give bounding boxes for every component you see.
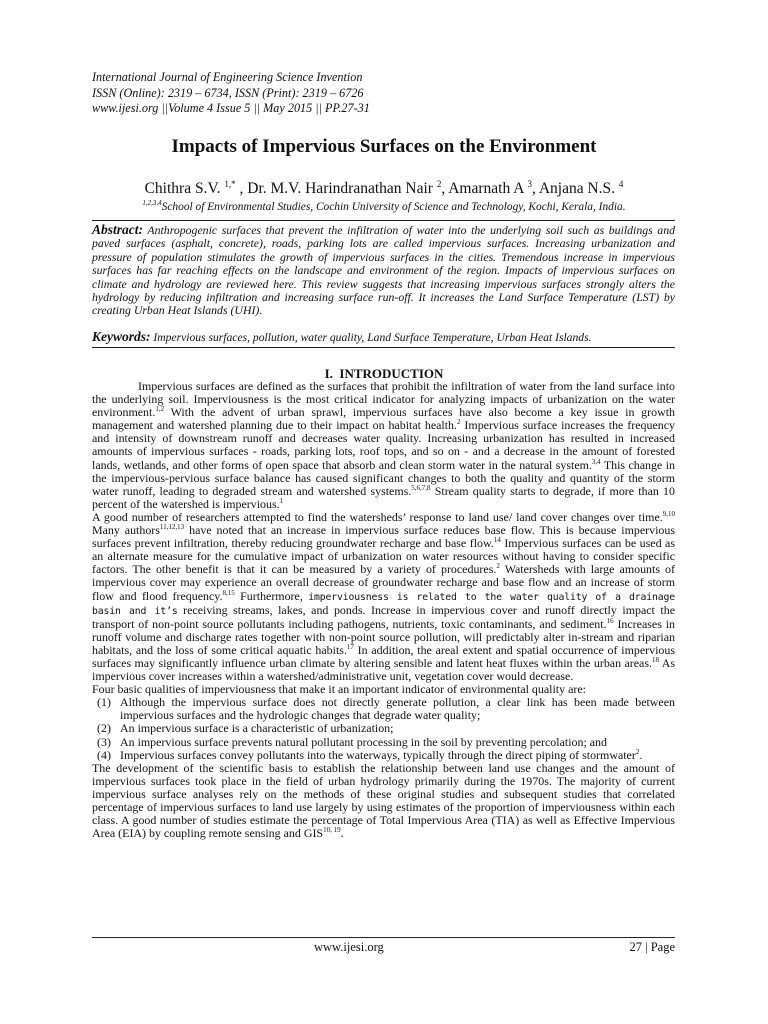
affiliation-markers: 1,2,3,4 xyxy=(142,199,162,207)
journal-issn: ISSN (Online): 2319 – 6734, ISSN (Print): 2319 – 6726 xyxy=(92,85,364,100)
citation-marker: 1 xyxy=(279,496,284,505)
citation-marker: 5,6,7,8 xyxy=(411,483,431,492)
citation-marker: 2 xyxy=(635,747,640,756)
list-item xyxy=(92,749,675,762)
text-run: imperviousness is related to the water quality of a drainage basin and it’s xyxy=(92,591,675,617)
citation-marker: 9,10 xyxy=(662,509,675,518)
author-separator: , xyxy=(441,180,449,198)
paragraph xyxy=(92,380,675,511)
citation-marker: 11,12,13 xyxy=(159,523,185,532)
text-run: Impervious surfaces are defined as the surfaces that prohibit the infiltration of water from the land surface into the underlying soil. Imperviousness is the most critical indicator for analyzing impacts of urbanization on the water environment. xyxy=(92,379,675,420)
list-item xyxy=(92,696,675,722)
text-run: Although the impervious surface does not directly generate pollution, a clear link has been made between impervious surfaces and the hydrologic changes that degrade water quality; xyxy=(120,695,675,723)
author-affiliation-marker: 2 xyxy=(436,179,442,189)
text-run: An impervious surface prevents natural pollutant processing in the soil by preventing percolation; and xyxy=(120,734,607,749)
list-number: (3) xyxy=(97,734,111,749)
section-title: INTRODUCTION xyxy=(339,366,444,381)
author-affiliation-marker: 1,* xyxy=(224,179,236,189)
keywords xyxy=(92,329,675,345)
citation-marker: 17 xyxy=(346,642,354,651)
text-run: receiving streams, lakes, and ponds. Increase in impervious cover and runoff directly impact the transport of non-point source pollutants including pathogens, nutrients, toxic contaminants, and sediment. xyxy=(92,602,675,631)
author-name: Anjana N.S. xyxy=(538,180,619,198)
author-name: Amarnath A xyxy=(448,180,528,198)
text-run: have noted that an increase in impervious surface reduces base flow. This is because impervious surfaces prevent infiltration, thereby reducing groundwater recharge and base flow. xyxy=(92,523,675,551)
author-affiliation-marker: 3 xyxy=(527,179,532,189)
text-run: In addition, the areal extent and spatial occurrence of impervious surfaces may significantly influence urban climate by altering sensible and latent heat fluxes within the urban areas. xyxy=(92,642,675,670)
text-run: Impervious surface increases the frequency and intensity of downstream runoff and decreases water quality. Increasing urbanization has resulted in increased amounts of impervious surfaces - roads, parking lots, roof tops, and so on - and a decrease in the amount of forested lands, wetlands, and other forms of open space that absorb and clean storm water in the natural system. xyxy=(92,418,675,472)
author-name: Dr. M.V. Harindranathan Nair xyxy=(247,180,437,198)
author-affiliation-marker: 4 xyxy=(618,179,624,189)
citation-marker: 18 xyxy=(651,655,659,664)
citation-marker: 2 xyxy=(457,418,461,427)
abstract-top-rule xyxy=(92,220,675,221)
footer-rule xyxy=(92,937,675,938)
text-run: This change in the impervious-pervious surface balance has caused significant changes to both the quality and quantity of the storm water runoff, leading to degraded stream and watershed systems. xyxy=(92,457,675,498)
paragraph xyxy=(92,511,675,683)
citation-marker: 3,4 xyxy=(591,457,601,466)
abstract xyxy=(92,223,675,318)
text-run: Furthermore, xyxy=(234,588,309,603)
author-separator: , xyxy=(235,180,248,198)
author-affiliation xyxy=(0,199,768,213)
author-name: Chithra S.V. xyxy=(144,180,225,198)
text-run: Impervious surfaces convey pollutants into the waterways, typically through the direct piping of stormwater xyxy=(120,747,636,762)
paragraph xyxy=(92,762,675,841)
affiliation-text: School of Environmental Studies, Cochin University of Science and Technology, Kochi, Kerala, India. xyxy=(161,200,626,213)
citation-marker: 8,15 xyxy=(222,588,235,597)
abstract-bottom-rule xyxy=(92,347,675,348)
abstract-text: Anthropogenic surfaces that prevent the infiltration of water into the underlying soil such as buildings and paved surfaces (asphalt, concrete), roads, parking lots are called impervious surfaces. Increasing urbanization and pressure of population stimulates the growth of impervious surfaces in the cities. Tremendous increase in impervious surfaces has far reaching effects on the landscape and environment of the region. Impacts of impervious surfaces on climate and hydrology are reviewed here. This review suggests that increasing impervious surfaces strongly alters the hydrology by reducing infiltration and increasing surface run-off. It increases the Land Surface Temperature (LST) by creating Urban Heat Islands (UHI). xyxy=(92,223,676,318)
journal-citation: www.ijesi.org ||Volume 4 Issue 5 || May 2015 || PP.27-31 xyxy=(92,101,370,115)
citation-marker: 10, 19 xyxy=(323,826,341,835)
citation-marker: 2 xyxy=(496,562,500,571)
text-run: Impervious surfaces can be used as an alternate measure for the cumulative impact of urbanization on water resources without having to consider specific factors. The other benefit is that it can be measured by a variety of procedures. xyxy=(92,536,675,577)
author-separator: , xyxy=(531,180,539,198)
citation-marker: 1,2 xyxy=(155,405,165,414)
list-number: (4) xyxy=(97,747,111,762)
paper-title: Impacts of Impervious Surfaces on the Environment xyxy=(171,136,597,157)
body-text xyxy=(92,380,675,840)
text-run: . xyxy=(340,826,344,841)
text-run: Many authors xyxy=(92,523,160,538)
author-names xyxy=(145,180,624,197)
section-number: I. xyxy=(324,366,333,381)
keywords-text: Impervious surfaces, pollution, water quality, Land Surface Temperature, Urban Heat Islands. xyxy=(153,331,592,344)
text-run: Increases in runoff volume and discharge rates together with non-point source pollution, will predictably alter in-stream and riparian habitats, and the loss of some critical aquatic habits. xyxy=(92,616,675,657)
text-run: Stream quality starts to degrade, if more than 10 percent of the watershed is impervious. xyxy=(92,483,675,511)
footer-site: www.ijesi.org xyxy=(314,940,384,954)
qualities-list xyxy=(92,696,675,761)
text-run: A good number of researchers attempted to find the watersheds’ response to land use/ land cover changes over time. xyxy=(92,509,663,524)
journal-name: International Journal of Engineering Science Invention xyxy=(92,70,363,84)
list-number: (1) xyxy=(97,695,111,710)
text-run: . xyxy=(639,747,643,762)
text-run: An impervious surface is a characteristic of urbanization; xyxy=(120,721,394,736)
text-run: Watersheds with large amounts of impervious cover may experience an overall decrease of groundwater recharge and base flow and an increase of storm flow and flood frequency. xyxy=(92,562,675,603)
citation-marker: 14 xyxy=(493,536,501,545)
text-run: With the advent of urban sprawl, impervious surfaces have also become a key issue in growth management and watershed planning due to their impact on habitat health. xyxy=(92,405,675,433)
citation-marker: 16 xyxy=(606,616,614,625)
text-run: As impervious cover increases within a watershed/administrative unit, vegetation cover would decrease. xyxy=(92,655,675,684)
list-number: (2) xyxy=(97,721,111,736)
paragraph: Four basic qualities of imperviousness that make it an important indicator of environmental quality are: xyxy=(92,682,586,697)
abstract-label: Abstract: xyxy=(92,222,144,237)
page-number: 27 | Page xyxy=(629,940,675,954)
text-run: The development of the scientific basis to establish the relationship between land use changes and the amount of impervious surfaces took place in the field of urban hydrology primarily during the 1970s. The majority of current impervious surface analyses rely on the methods of these original studies and subsequent studies that correlated percentage of impervious surfaces to land use largely by using estimates of the proportion of imperviousness within each class. A good number of studies estimate the percentage of Total Impervious Area (TIA) as well as Effective Impervious Area (EIA) by coupling remote sensing and GIS xyxy=(92,760,675,841)
author-list xyxy=(0,179,768,198)
journal-header xyxy=(92,70,682,117)
keywords-label: Keywords: xyxy=(92,329,151,344)
